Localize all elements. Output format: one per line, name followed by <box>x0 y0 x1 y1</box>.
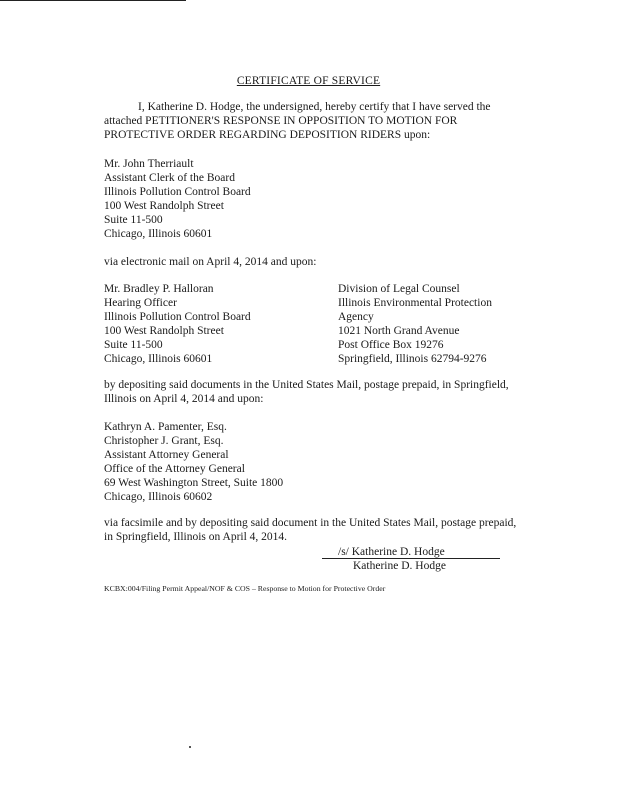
address-line: Agency <box>338 311 374 323</box>
address-line: Kathryn A. Pamenter, Esq. <box>104 421 227 433</box>
address-line: Assistant Attorney General <box>104 449 229 461</box>
intro-line: I, Katherine D. Hodge, the undersigned, hereby certify that I have served the <box>138 101 491 113</box>
signer-name: Katherine D. Hodge <box>353 560 446 572</box>
address-line: 100 West Randolph Street <box>104 325 224 337</box>
address-line: 69 West Washington Street, Suite 1800 <box>104 477 284 489</box>
address-line: 100 West Randolph Street <box>104 200 224 212</box>
service-line: in Springfield, Illinois on April 4, 2014. <box>104 531 288 543</box>
address-line: Christopher J. Grant, Esq. <box>104 435 224 447</box>
address-line: Post Office Box 19276 <box>338 339 444 351</box>
intro-paragraph <box>104 100 544 142</box>
recipient-clerk-address <box>104 157 544 241</box>
document-title: CERTIFICATE OF SERVICE <box>236 75 381 87</box>
recipient-attorney-general-address <box>104 420 544 504</box>
scan-speck <box>189 746 191 748</box>
address-line: Hearing Officer <box>104 297 177 309</box>
electronic-signature: /s/ Katherine D. Hodge <box>338 546 445 558</box>
address-line: Chicago, Illinois 60601 <box>104 353 213 365</box>
service-line: by depositing said documents in the United States Mail, postage prepaid, in Springfield, <box>104 379 509 391</box>
service-method-mail <box>104 378 544 406</box>
address-line: Chicago, Illinois 60602 <box>104 491 213 503</box>
address-line: Illinois Pollution Control Board <box>104 311 251 323</box>
address-line: Suite 11-500 <box>104 214 163 226</box>
scan-edge-line <box>0 0 186 1</box>
service-line: Illinois on April 4, 2014 and upon: <box>104 393 264 405</box>
service-method-email: via electronic mail on April 4, 2014 and upon: <box>104 256 317 268</box>
recipient-iepa-address <box>338 282 568 366</box>
address-line: Mr. Bradley P. Halloran <box>104 283 214 295</box>
address-line: Division of Legal Counsel <box>338 283 460 295</box>
intro-line: attached PETITIONER'S RESPONSE IN OPPOSITION TO MOTION FOR <box>104 115 458 127</box>
address-line: Mr. John Therriault <box>104 158 194 170</box>
service-line: via facsimile and by depositing said document in the United States Mail, postage prepaid, <box>104 517 517 529</box>
address-line: Assistant Clerk of the Board <box>104 172 235 184</box>
address-line: Illinois Environmental Protection <box>338 297 492 309</box>
address-line: Chicago, Illinois 60601 <box>104 228 213 240</box>
address-line: Suite 11-500 <box>104 339 163 351</box>
address-line: Springfield, Illinois 62794-9276 <box>338 353 487 365</box>
address-line: Office of the Attorney General <box>104 463 245 475</box>
address-line: Illinois Pollution Control Board <box>104 186 251 198</box>
intro-line: PROTECTIVE ORDER REGARDING DEPOSITION RIDERS upon: <box>104 129 431 141</box>
address-line: 1021 North Grand Avenue <box>338 325 460 337</box>
document-footer-reference: KCBX:004/Filing Permit Appeal/NOF & COS – Response to Motion for Protective Order <box>104 584 386 593</box>
service-method-facsimile <box>104 516 544 544</box>
